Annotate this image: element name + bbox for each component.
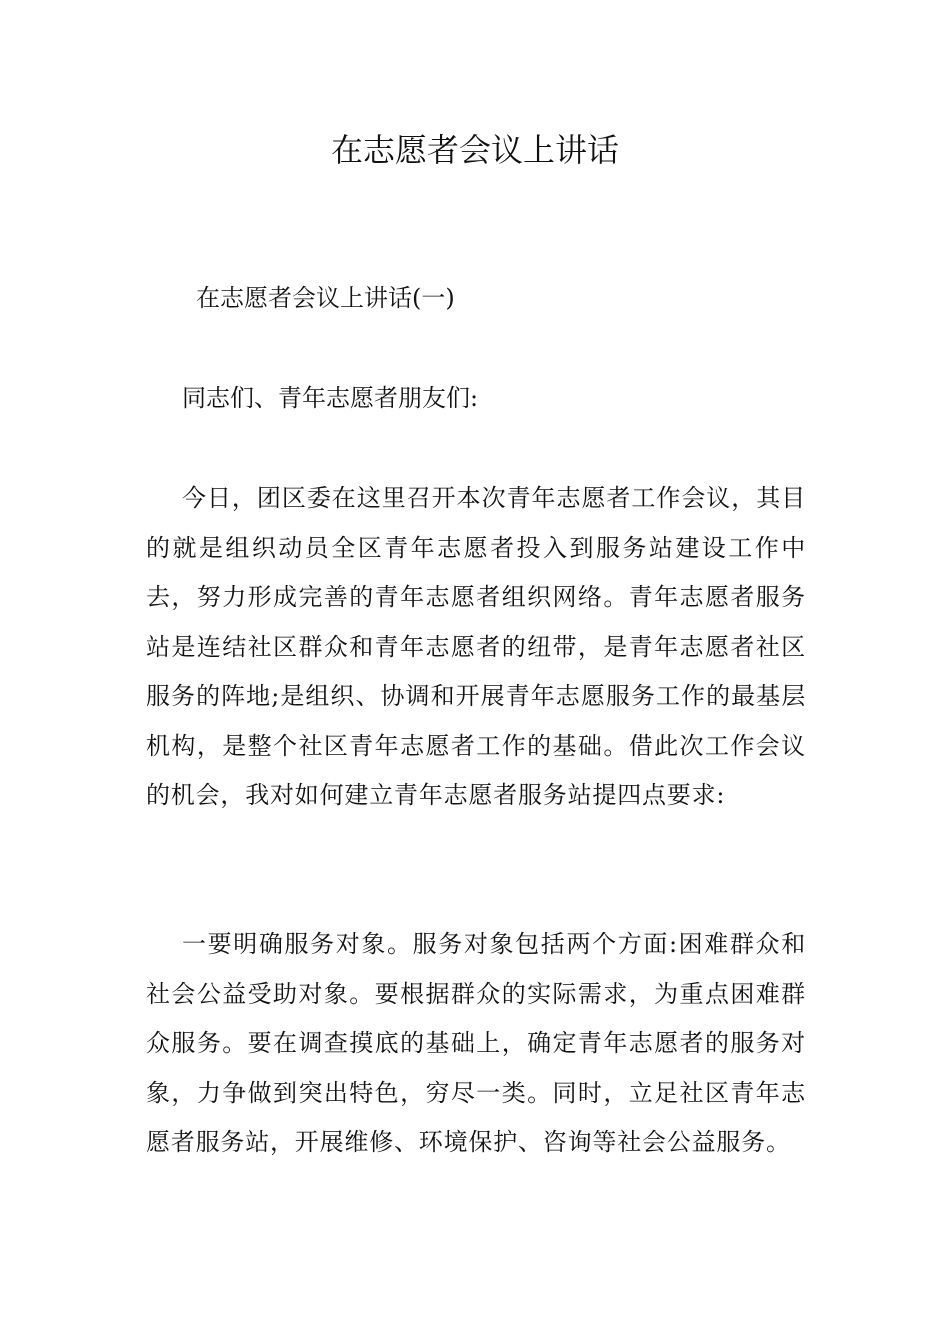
document-title: 在志愿者会议上讲话 (330, 131, 619, 169)
salutation: 同志们、青年志愿者朋友们: (182, 384, 479, 412)
document-subtitle: 在志愿者会议上讲话(一) (196, 284, 455, 312)
body-paragraph: 今日，团区委在这里召开本次青年志愿者工作会议，其目的就是组织动员全区青年志愿者投入到服务站建设工作中去，努力形成完善的青年志愿者组织网络。青年志愿者服务站是连结社区群众和青年志愿者的纽带，是青年志愿者社区服务的阵地;是组织、协调和开展青年志愿服务工作的最基层机构，是整个社区青年志愿者工作的基础。借此次工作会议的机会，我对如何建立青年志愿者服务站提四点要求: (146, 484, 806, 809)
body-paragraph: 一要明确服务对象。服务对象包括两个方面:困难群众和社会公益受助对象。要根据群众的实际需求，为重点困难群众服务。要在调查摸底的基础上，确定青年志愿者的服务对象，力争做到突出特色，穷尽一类。同时，立足社区青年志愿者服务站，开展维修、环境保护、咨询等社会公益服务。 (146, 930, 806, 1156)
